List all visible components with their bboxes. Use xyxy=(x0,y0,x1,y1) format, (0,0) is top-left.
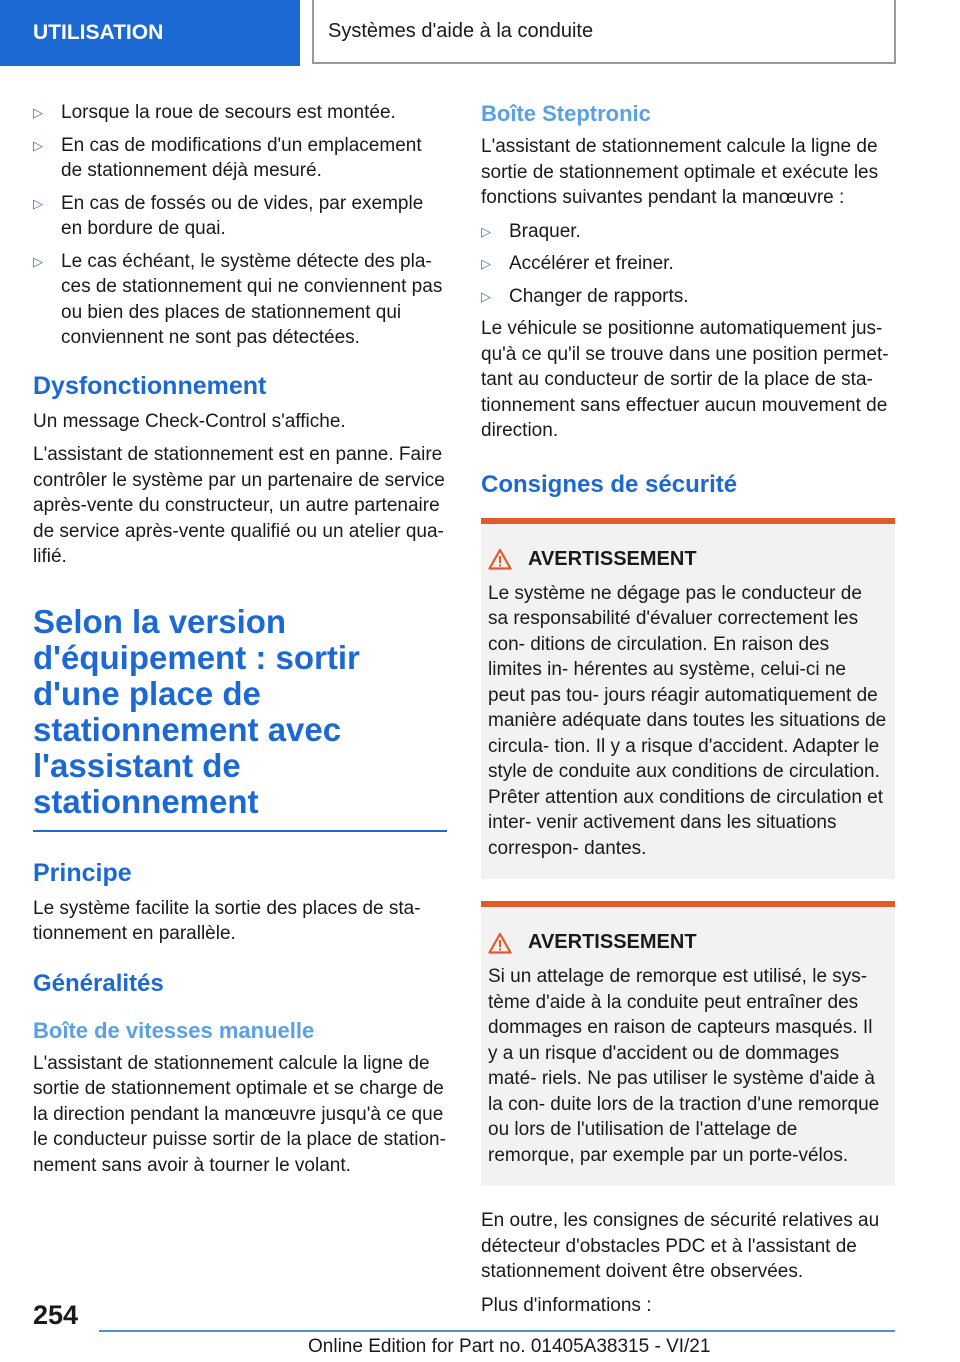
list-item: ▷ Lorsque la roue de secours est montée. xyxy=(33,100,447,126)
principe-heading: Principe xyxy=(33,858,132,887)
warning-text: Le système ne dégage pas le conducteur de sa responsabilité d'évaluer correctement les con‐ ditions de circulation. En raison des limites in‐ hérentes au système, celui-ci ne peut pas tou‐ jours réagir automatiquement de manière adéquate dans toutes les situations de circula‐ tion. Il y a risque d'accident. Adapter le style de conduite aux conditions de circulation. Prêter attention aux conditions de circulation et inter‐ venir activement dans les situations correspon‐ dantes. xyxy=(488,582,887,859)
list-item: ▷ Braquer. xyxy=(481,219,895,245)
triangle-bullet-icon: ▷ xyxy=(33,105,43,120)
steptronic-list xyxy=(481,219,895,310)
more-info-text: Plus d'informations : xyxy=(481,1294,652,1316)
safety-note: En outre, les consignes de sécurité relatives au détecteur d'obstacles PDC et à l'assistant de stationnement doivent être observées. xyxy=(481,1210,880,1282)
page-header xyxy=(0,0,960,66)
steptronic-intro: L'assistant de stationnement calcule la ligne de sortie de stationnement optimale et exécute les fonctions suivantes pendant la manœuvre : xyxy=(481,136,879,208)
steptronic-outro: Le véhicule se positionne automatiquement jus‐ qu'à ce qu'il se trouve dans une position permet‐ tant au conducteur de sortir de la place de sta‐ tionnement sans effectuer aucun mouvement de direction. xyxy=(481,318,889,441)
warning-title xyxy=(488,548,887,571)
list-item: ▷ Le cas échéant, le système détecte des pla‐ ces de stationnement qui ne conviennent pas ou bien des places de stationnement qui conviennent ne sont pas détectées. xyxy=(33,250,443,348)
dysfonctionnement-text: L'assistant de stationnement est en panne. Faire contrôler le système par un partenaire de service après-vente du constructeur, un autre partenaire de service après-vente qualifié ou un atelier qua‐ lifié. xyxy=(33,444,445,567)
triangle-bullet-icon: ▷ xyxy=(481,288,491,304)
list-item: ▷ En cas de modifications d'un emplacement de stationnement déjà mesuré. xyxy=(33,134,422,181)
condition-list xyxy=(33,100,447,351)
triangle-bullet-icon: ▷ xyxy=(33,195,43,211)
right-column xyxy=(481,100,895,1326)
list-item: ▷ Changer de rapports. xyxy=(481,284,895,310)
generalites-heading: Généralités xyxy=(33,969,164,997)
main-section-title: Selon la version d'équipement : sortir d'une place de stationnement avec l'assistant de stationnement xyxy=(33,604,447,832)
manual-gearbox-heading: Boîte de vitesses manuelle xyxy=(33,1017,315,1043)
triangle-bullet-icon: ▷ xyxy=(481,223,491,239)
principe-text: Le système facilite la sortie des places de sta‐ tionnement en parallèle. xyxy=(33,897,421,944)
dysfonctionnement-text: Un message Check-Control s'affiche. xyxy=(33,410,346,432)
footer-divider xyxy=(99,1330,895,1332)
safety-heading: Consignes de sécurité xyxy=(481,470,738,498)
page-number: 254 xyxy=(33,1300,79,1330)
steptronic-heading: Boîte Steptronic xyxy=(481,101,651,126)
warning-triangle-icon xyxy=(488,548,512,570)
warning-label: AVERTISSEMENT xyxy=(528,931,697,953)
edition-text: Online Edition for Part no. 01405A38315 - VI/21 xyxy=(308,1336,711,1357)
list-item: ▷ En cas de fossés ou de vides, par exemple en bordure de quai. xyxy=(33,192,424,239)
triangle-bullet-icon: ▷ xyxy=(481,256,491,271)
warning-box xyxy=(481,518,895,880)
warning-label: AVERTISSEMENT xyxy=(528,547,697,570)
warning-box xyxy=(481,901,895,1186)
manual-gearbox-text: L'assistant de stationnement calcule la ligne de sortie de stationnement optimale et se charge de la direction pendant la manœuvre jusqu'à ce que le conducteur puisse sortir de la place de station‐ nement sans avoir à tourner le volant. xyxy=(33,1052,446,1176)
chapter-title: Systèmes d'aide à la conduite xyxy=(312,0,896,64)
warning-triangle-icon xyxy=(488,932,512,954)
triangle-bullet-icon: ▷ xyxy=(33,253,43,269)
triangle-bullet-icon: ▷ xyxy=(33,137,43,153)
warning-text: Si un attelage de remorque est utilisé, le sys‐ tème d'aide à la conduite peut entraîner des dommages en raison de capteurs masqués. Il y a un risque d'accident ou de dommages maté‐ riels. Ne pas utiliser le système d'aide à la con‐ duite lors de la traction d'une remorque ou lors de l'utilisation de l'attelage de remorque, par exemple par un porte-vélos. xyxy=(488,966,880,1166)
warning-title xyxy=(488,931,887,954)
dysfonctionnement-heading: Dysfonctionnement xyxy=(33,371,267,400)
list-item: ▷ Accélérer et freiner. xyxy=(481,251,895,277)
left-column xyxy=(33,100,447,1186)
section-tab: UTILISATION xyxy=(0,0,300,66)
